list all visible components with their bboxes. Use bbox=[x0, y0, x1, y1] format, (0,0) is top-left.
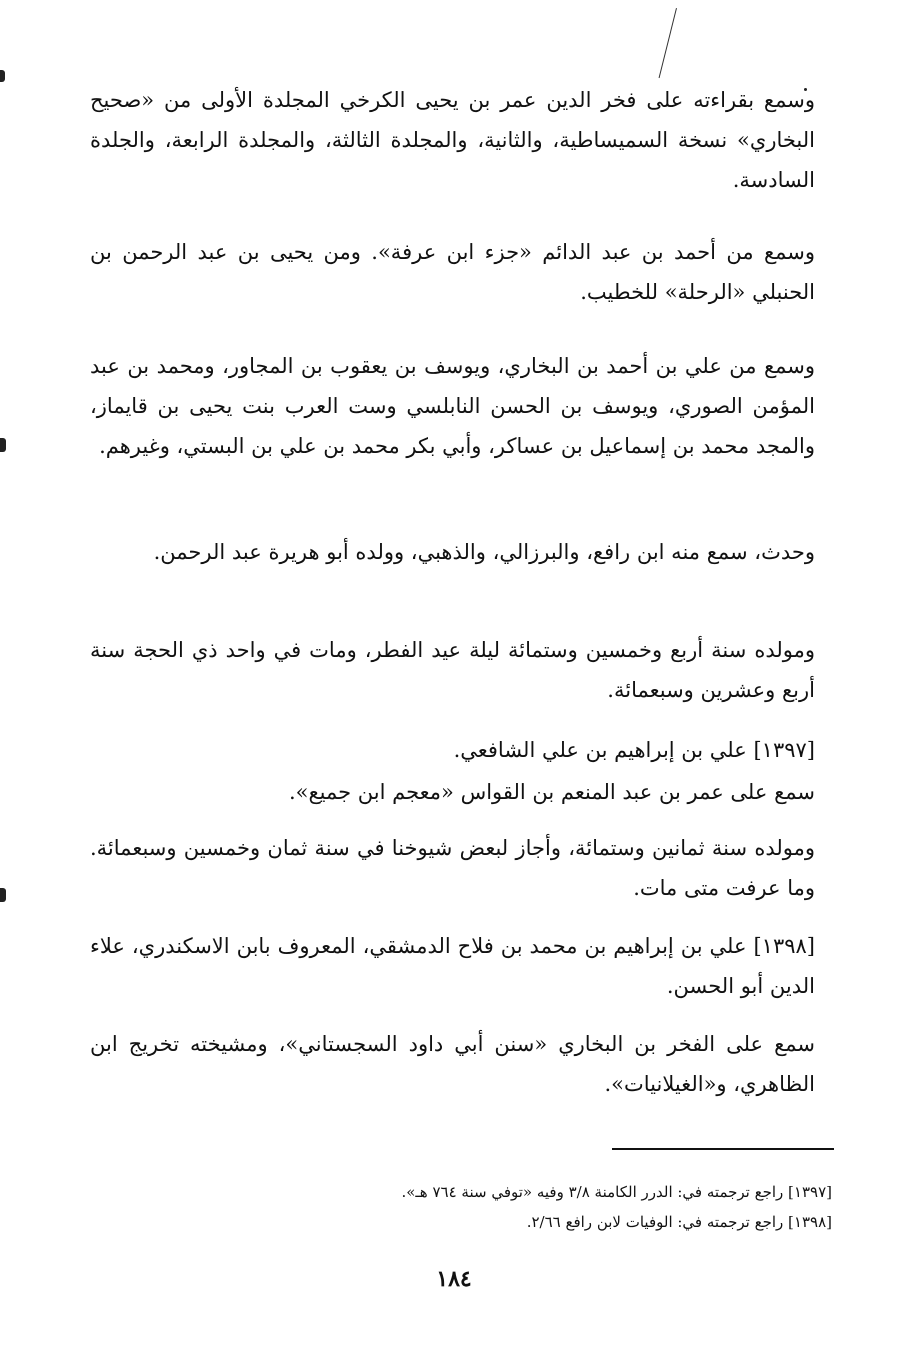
scan-artifact-mark bbox=[0, 888, 6, 902]
footnote-2 bbox=[200, 1208, 832, 1237]
paragraph-text: وسمع من علي بن أحمد بن البخاري، ويوسف بن يعقوب بن المجاور، ومحمد بن عبد المؤمن الصوري، ويوسف بن الحسن النابلسي وست العرب بنت يحيى بن قايماز، والمجد محمد بن إسماعيل بن عساكر، وأبي بكر محمد بن علي بن البستي، وغيرهم. bbox=[90, 354, 815, 458]
page-number: ١٨٤ bbox=[436, 1266, 472, 1292]
paragraph-3 bbox=[90, 346, 815, 466]
paragraph-text: سمع على عمر بن عبد المنعم بن القواس «معجم ابن جميع». bbox=[288, 780, 815, 804]
entry-heading-text: [١٣٩٨] علي بن إبراهيم بن محمد بن فلاح الدمشقي، المعروف بابن الاسكندري، علاء الدين أبو الحسن. bbox=[90, 934, 815, 998]
paragraph-text: وسمع بقراءته على فخر الدين عمر بن يحيى الكرخي المجلدة الأولى من «صحيح البخاري» نسخة السميساطية، والثانية، والمجلدة الثالثة، والمجلدة الرابعة، والجلدة السادسة. bbox=[90, 88, 815, 192]
scan-artifact-mark bbox=[0, 438, 6, 452]
paragraph-text: ومولده سنة أربع وخمسين وستمائة ليلة عيد الفطر، ومات في واحد ذي الحجة سنة أربع وعشرين وسبعمائة. bbox=[90, 638, 815, 702]
entry-heading-text: [١٣٩٧] علي بن إبراهيم بن علي الشافعي. bbox=[453, 738, 815, 762]
paragraph-2 bbox=[90, 232, 815, 312]
entry-heading-1397 bbox=[90, 730, 815, 770]
paragraph-8 bbox=[90, 828, 815, 908]
paragraph-4 bbox=[90, 532, 815, 572]
footnote-text: [١٣٩٧] راجع ترجمته في: الدرر الكامنة ٣/٨ وفيه «توفي سنة ٧٦٤ هـ». bbox=[401, 1183, 832, 1201]
paragraph-text: سمع على الفخر بن البخاري «سنن أبي داود السجستاني»، ومشيخته تخريج ابن الظاهري، و«الغيلانيات». bbox=[90, 1032, 815, 1096]
paragraph-7 bbox=[90, 772, 815, 812]
paragraph-text: ومولده سنة ثمانين وستمائة، وأجاز لبعض شيوخنا في سنة ثمان وخمسين وسبعمائة. وما عرفت متى مات. bbox=[90, 836, 815, 900]
paragraph-text: وحدث، سمع منه ابن رافع، والبرزالي، والذهبي، وولده أبو هريرة عبد الرحمن. bbox=[153, 540, 815, 564]
footnote-text: [١٣٩٨] راجع ترجمته في: الوفيات لابن رافع ٢/٦٦. bbox=[526, 1213, 832, 1231]
scan-artifact-line bbox=[659, 8, 677, 78]
entry-heading-1398 bbox=[90, 926, 815, 1006]
paragraph-5 bbox=[90, 630, 815, 710]
paragraph-1 bbox=[90, 80, 815, 200]
scan-artifact-mark bbox=[0, 70, 5, 82]
paragraph-text: وسمع من أحمد بن عبد الدائم «جزء ابن عرفة». ومن يحيى بن عبد الرحمن بن الحنبلي «الرحلة» للخطيب. bbox=[90, 240, 815, 304]
paragraph-10 bbox=[90, 1024, 815, 1104]
footnote-separator bbox=[612, 1148, 834, 1150]
footnote-1 bbox=[200, 1178, 832, 1207]
